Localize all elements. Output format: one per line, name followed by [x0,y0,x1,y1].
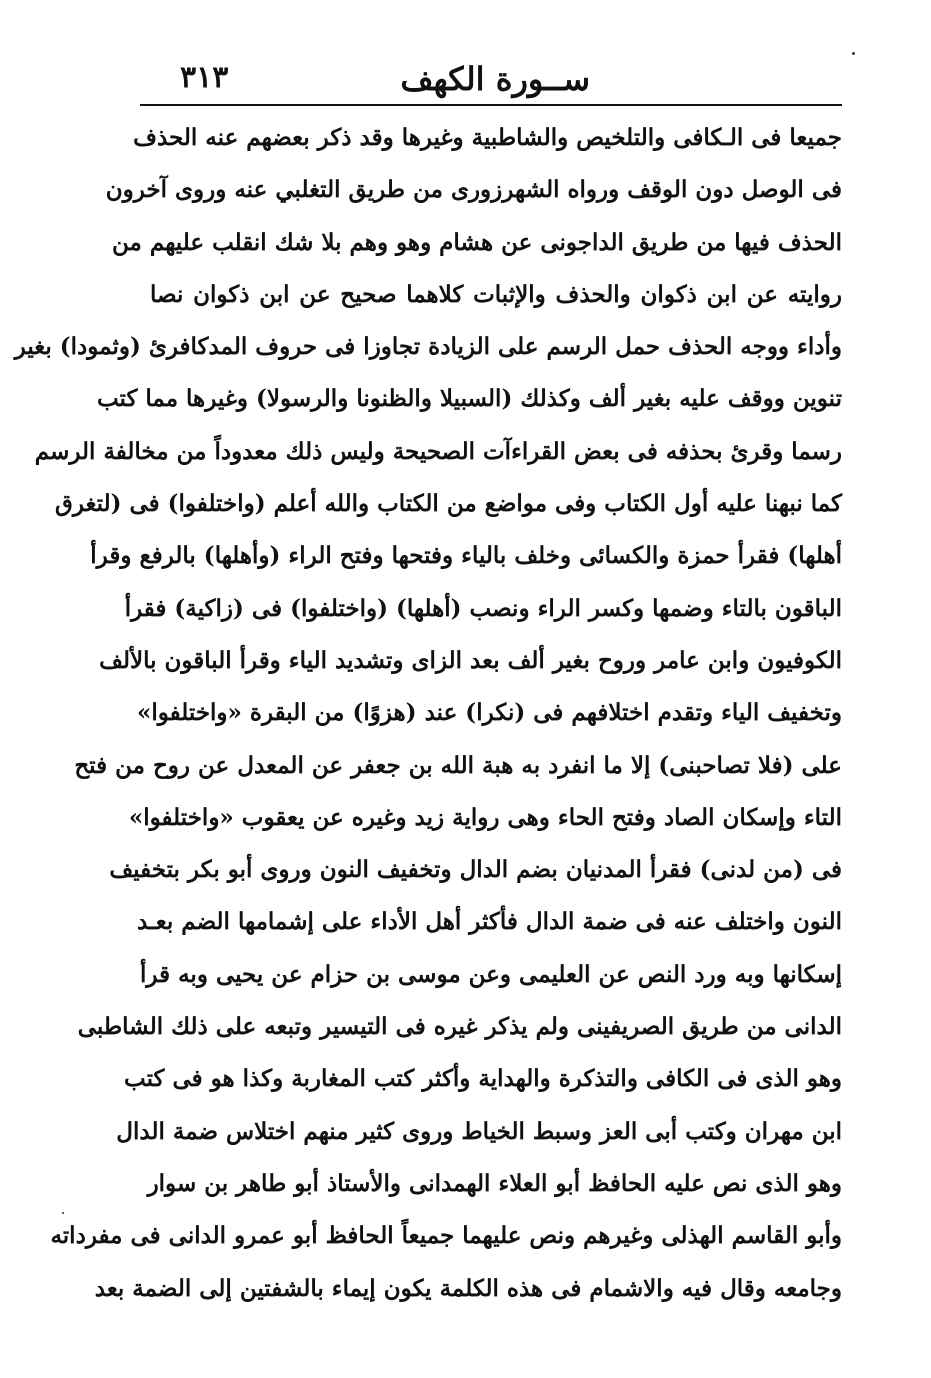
header-rule [140,104,842,106]
text-line: الباقون بالتاء وضمها وكسر الراء ونصب (أهلها) (واختلفوا) فى (زاكية) فقرأ [124,594,842,622]
text-line: وهو الذى فى الكافى والتذكرة والهداية وأكثر كتب المغاربة وكذا هو فى كتب [124,1065,842,1093]
text-line: إسكانها وبه ورد النص عن العليمى وعن موسى بن حزام عن يحيى وبه قرأ [140,960,842,988]
text-line: رسما وقرئ بحذفه فى بعض القراءآت الصحيحة وليس ذلك معدوداً من مخالفة الرسم [34,437,842,465]
text-line: فى الوصل دون الوقف ورواه الشهرزورى من طريق التغلبي عنه وروى آخرون [105,176,842,204]
text-line: كما نبهنا عليه أول الكتاب وفى مواضع من الكتاب والله أعلم (واختلفوا) فى (لتغرق [55,490,842,518]
page-number: ٣١٣ [180,60,229,95]
text-line: ابن مهران وكتب أبى العز وسبط الخياط وروى كثير منهم اختلاس ضمة الدال [116,1117,842,1145]
surah-title: ســورة الكهف [400,60,590,98]
text-line: على (فلا تصاحبنى) إلا ما انفرد به هبة الله بن جعفر عن المعدل عن روح من فتح [74,751,842,779]
text-line: الكوفيون وابن عامر وروح بغير ألف بعد الزاى وتشديد الياء وقرأ الباقون بالألف [99,646,842,674]
text-line: الدانى من طريق الصريفينى ولم يذكر غيره فى التيسير وتبعه على ذلك الشاطبى [77,1013,842,1041]
text-line: أهلها) فقرأ حمزة والكسائى وخلف بالياء وفتحها وفتح الراء (وأهلها) بالرفع وقرأ [90,542,842,570]
text-line: وأداء ووجه الحذف حمل الرسم على الزيادة تجاوزا فى حروف المدكافرئ (وثمودا) بغير [14,333,842,361]
text-line: روايته عن ابن ذكوان والحذف والإثبات كلاهما صحيح عن ابن ذكوان نصا [150,280,842,308]
text-line: فى (من لدنى) فقرأ المدنيان بضم الدال وتخفيف النون وروى أبو بكر بتخفيف [109,856,842,884]
text-line: وهو الذى نص عليه الحافظ أبو العلاء الهمدانى والأستاذ أبو طاهر بن سوار [147,1169,842,1197]
scan-speck [852,52,855,55]
text-line: الحذف فيها من طريق الداجونى عن هشام وهو وهم بلا شك انقلب عليهم من [112,228,842,256]
body-text [14,112,842,1315]
text-line: جميعا فى الـكافى والتلخيص والشاطبية وغيرها وقد ذكر بعضهم عنه الحذف [133,124,842,151]
text-line: وأبو القاسم الهذلى وغيرهم ونص عليهما جميعاً الحافظ أبو عمرو الدانى فى مفرداته [50,1222,842,1250]
text-line: النون واختلف عنه فى ضمة الدال فأكثر أهل الأداء على إشمامها الضم بعـد [136,908,842,936]
text-line: التاء وإسكان الصاد وفتح الحاء وهى رواية زيد وغيره عن يعقوب «واختلفوا» [128,803,842,831]
text-line: وجامعه وقال فيه والاشمام فى هذه الكلمة يكون إيماء بالشفتين إلى الضمة بعد [94,1274,842,1302]
page-header [140,58,840,102]
text-line: وتخفيف الياء وتقدم اختلافهم فى (نكرا) عند (هزوًا) من البقرة «واختلفوا» [136,699,842,727]
text-line: تنوين ووقف عليه بغير ألف وكذلك (السبيلا والظنونا والرسولا) وغيرها مما كتب [96,385,842,413]
scan-speck [62,1212,64,1214]
